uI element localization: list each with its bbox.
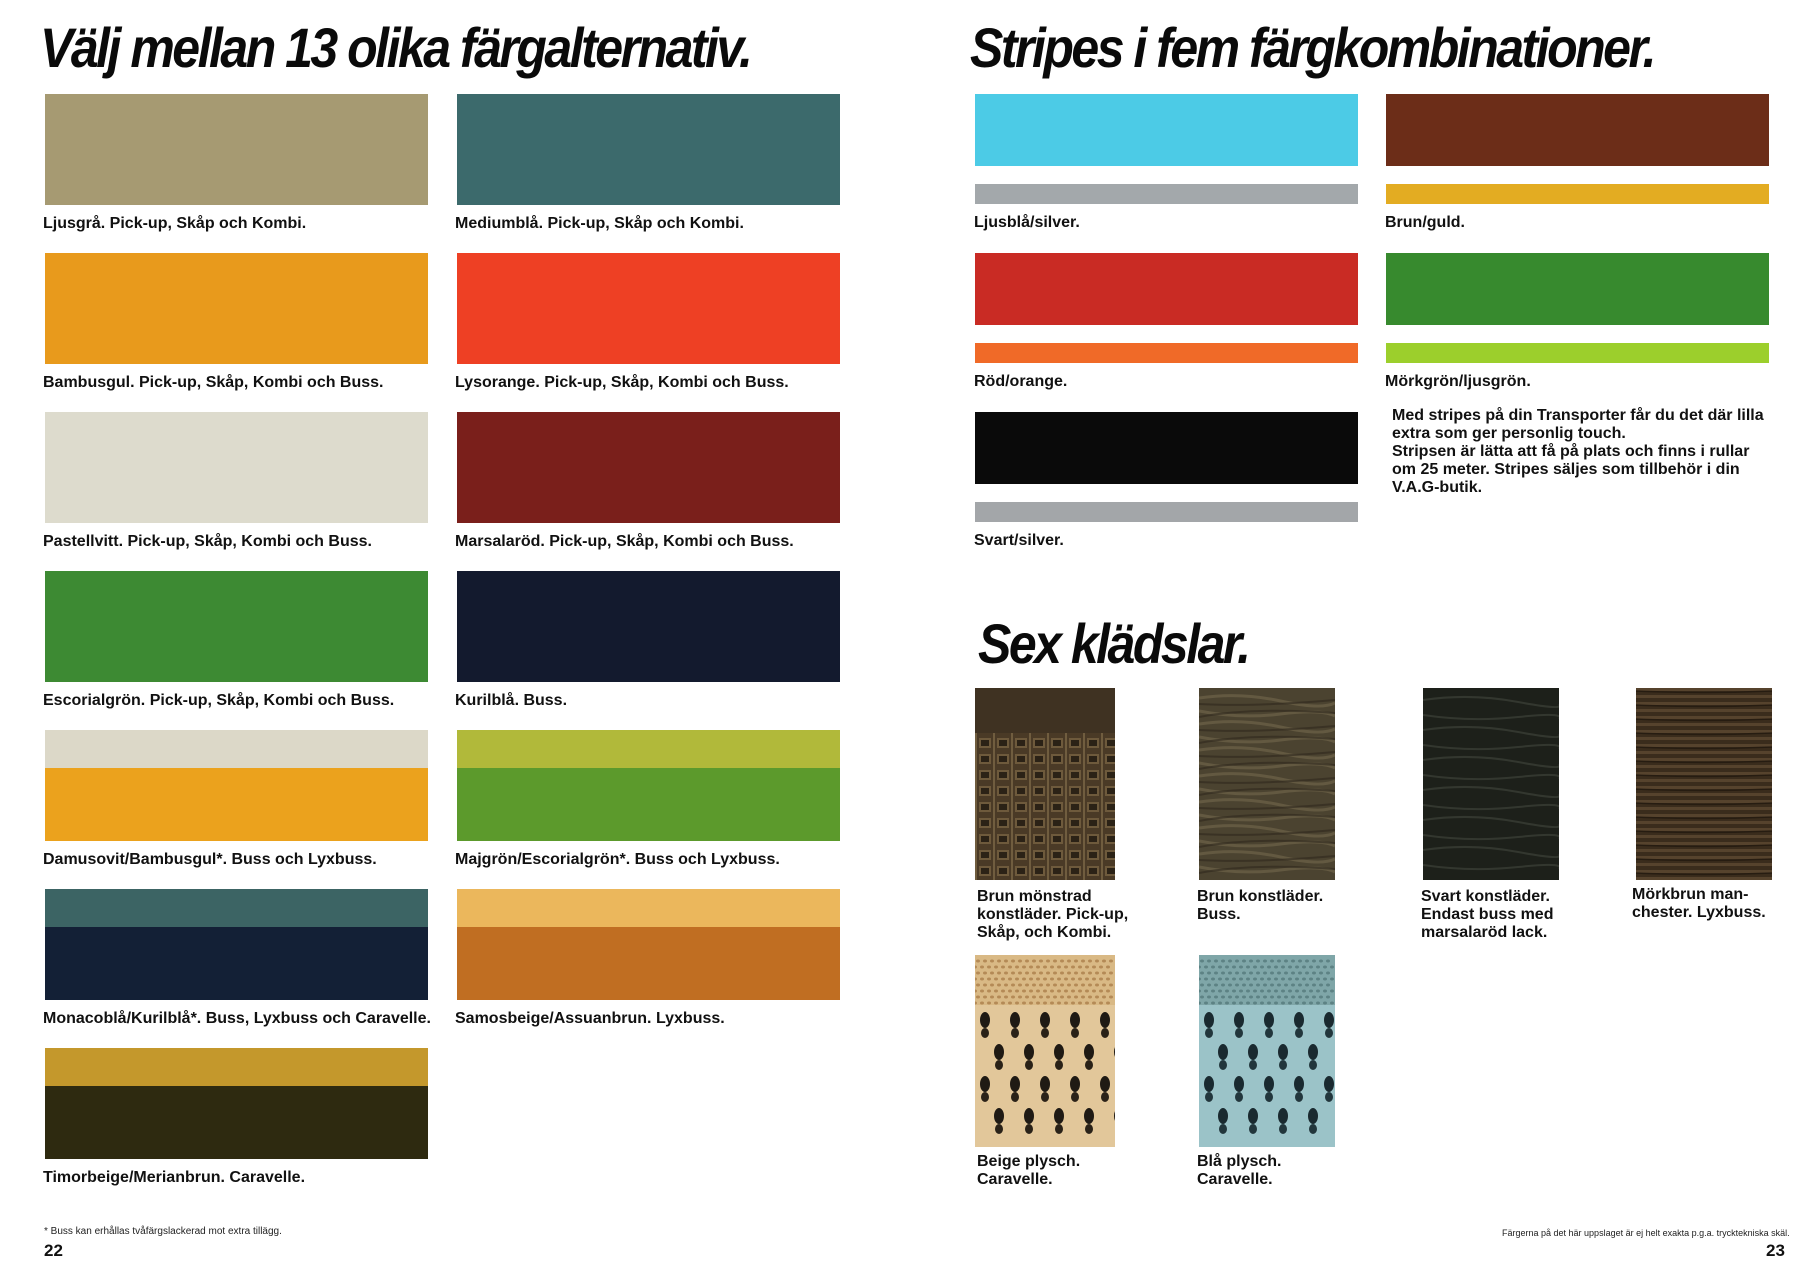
color-swatch [45,412,428,523]
upholstery-heading: Sex klädslar. [978,612,1249,676]
swatch-top-band [45,1048,428,1086]
stripe-main-color [1386,253,1769,325]
color-accuracy-note: Färgerna på det här uppslaget är ej helt exakta p.g.a. trycktekniska skäl. [1502,1228,1790,1238]
stripe-main-color [975,412,1358,484]
swatch-top-band [45,889,428,927]
swatch-bottom-band [457,768,840,841]
fabric-texture [975,688,1115,880]
color-swatch-label: Ljusgrå. Pick-up, Skåp och Kombi. [43,215,307,232]
color-swatch-label: Samosbeige/Assuanbrun. Lyxbuss. [455,1010,725,1027]
color-swatch [45,730,428,841]
color-swatch [457,571,840,682]
upholstery-label: Mörkbrun man- chester. Lyxbuss. [1632,886,1766,921]
color-swatch [457,730,840,841]
upholstery-label: Brun mönstrad konstläder. Pick-up, Skåp, och Kombi. [977,888,1129,941]
stripes-heading: Stripes i fem färgkombinationer. [970,16,1655,80]
color-swatch-label: Damusovit/Bambusgul*. Buss och Lyxbuss. [43,851,377,868]
upholstery-label: Svart konstläder. Endast buss med marsalaröd lack. [1421,888,1554,941]
color-swatch [457,889,840,1000]
upholstery-swatch [1423,688,1559,880]
swatch-top-band [457,730,840,768]
upholstery-label: Brun konstläder. Buss. [1197,888,1324,923]
color-swatch-label: Mediumblå. Pick-up, Skåp och Kombi. [455,215,744,232]
color-swatch-label: Monacoblå/Kurilblå*. Buss, Lyxbuss och Caravelle. [43,1010,431,1027]
color-options-heading: Välj mellan 13 olika färgalternativ. [40,16,751,80]
swatch-bottom-band [457,927,840,1000]
upholstery-swatch [1199,955,1335,1147]
color-swatch [457,412,840,523]
fabric-texture [1636,688,1772,880]
color-swatch [45,1048,428,1159]
color-swatch [457,253,840,364]
color-swatch [457,94,840,205]
stripe-accent-color [975,184,1358,204]
stripe-swatch-label: Ljusblå/silver. [974,214,1080,231]
stripe-swatch-label: Svart/silver. [974,532,1064,549]
color-swatch-label: Timorbeige/Merianbrun. Caravelle. [43,1169,306,1186]
swatch-bottom-band [45,768,428,841]
stripe-swatch-label: Brun/guld. [1385,214,1465,231]
page-number-right: 23 [1766,1241,1785,1260]
stripe-swatch [975,253,1358,363]
stripe-swatch-label: Mörkgrön/ljusgrön. [1385,373,1531,390]
swatch-bottom-band [45,1086,428,1159]
stripe-swatch [1386,94,1769,204]
stripe-accent-color [975,502,1358,522]
two-tone-footnote: * Buss kan erhållas tvåfärgslackerad mot extra tillägg. [44,1226,282,1237]
color-swatch-label: Kurilblå. Buss. [455,692,568,709]
stripe-swatch [975,94,1358,204]
color-swatch [45,253,428,364]
color-swatch [45,94,428,205]
upholstery-swatch [1636,688,1772,880]
fabric-texture [1423,688,1559,880]
color-swatch-label: Lysorange. Pick-up, Skåp, Kombi och Buss. [455,374,789,391]
stripes-description: Med stripes på din Transporter får du det där lilla extra som ger personlig touch. Stripsen är lätta att få på plats och finns i rullar om 25 meter. Stripes säljes som tillbehör i din V.A.G-butik. [1392,407,1764,496]
stripe-accent-color [1386,343,1769,363]
stripe-main-color [975,253,1358,325]
fabric-texture [975,955,1115,1147]
upholstery-swatch [975,955,1115,1147]
swatch-top-band [45,730,428,768]
stripe-main-color [1386,94,1769,166]
color-swatch-label: Bambusgul. Pick-up, Skåp, Kombi och Buss. [43,374,384,391]
swatch-bottom-band [45,927,428,1000]
stripe-accent-color [1386,184,1769,204]
swatch-top-band [457,889,840,927]
color-swatch-label: Marsalaröd. Pick-up, Skåp, Kombi och Buss. [455,533,794,550]
stripe-swatch [975,412,1358,522]
upholstery-swatch [1199,688,1335,880]
stripe-main-color [975,94,1358,166]
fabric-texture [1199,955,1335,1147]
upholstery-label: Blå plysch. Caravelle. [1197,1153,1282,1188]
color-swatch-label: Majgrön/Escorialgrön*. Buss och Lyxbuss. [455,851,780,868]
stripe-swatch-label: Röd/orange. [974,373,1068,390]
stripe-swatch [1386,253,1769,363]
color-swatch-label: Pastellvitt. Pick-up, Skåp, Kombi och Buss. [43,533,372,550]
fabric-texture [1199,688,1335,880]
upholstery-label: Beige plysch. Caravelle. [977,1153,1081,1188]
upholstery-swatch [975,688,1115,880]
stripe-accent-color [975,343,1358,363]
page-number-left: 22 [44,1241,63,1260]
color-swatch [45,571,428,682]
color-swatch [45,889,428,1000]
color-swatch-label: Escorialgrön. Pick-up, Skåp, Kombi och Buss. [43,692,395,709]
